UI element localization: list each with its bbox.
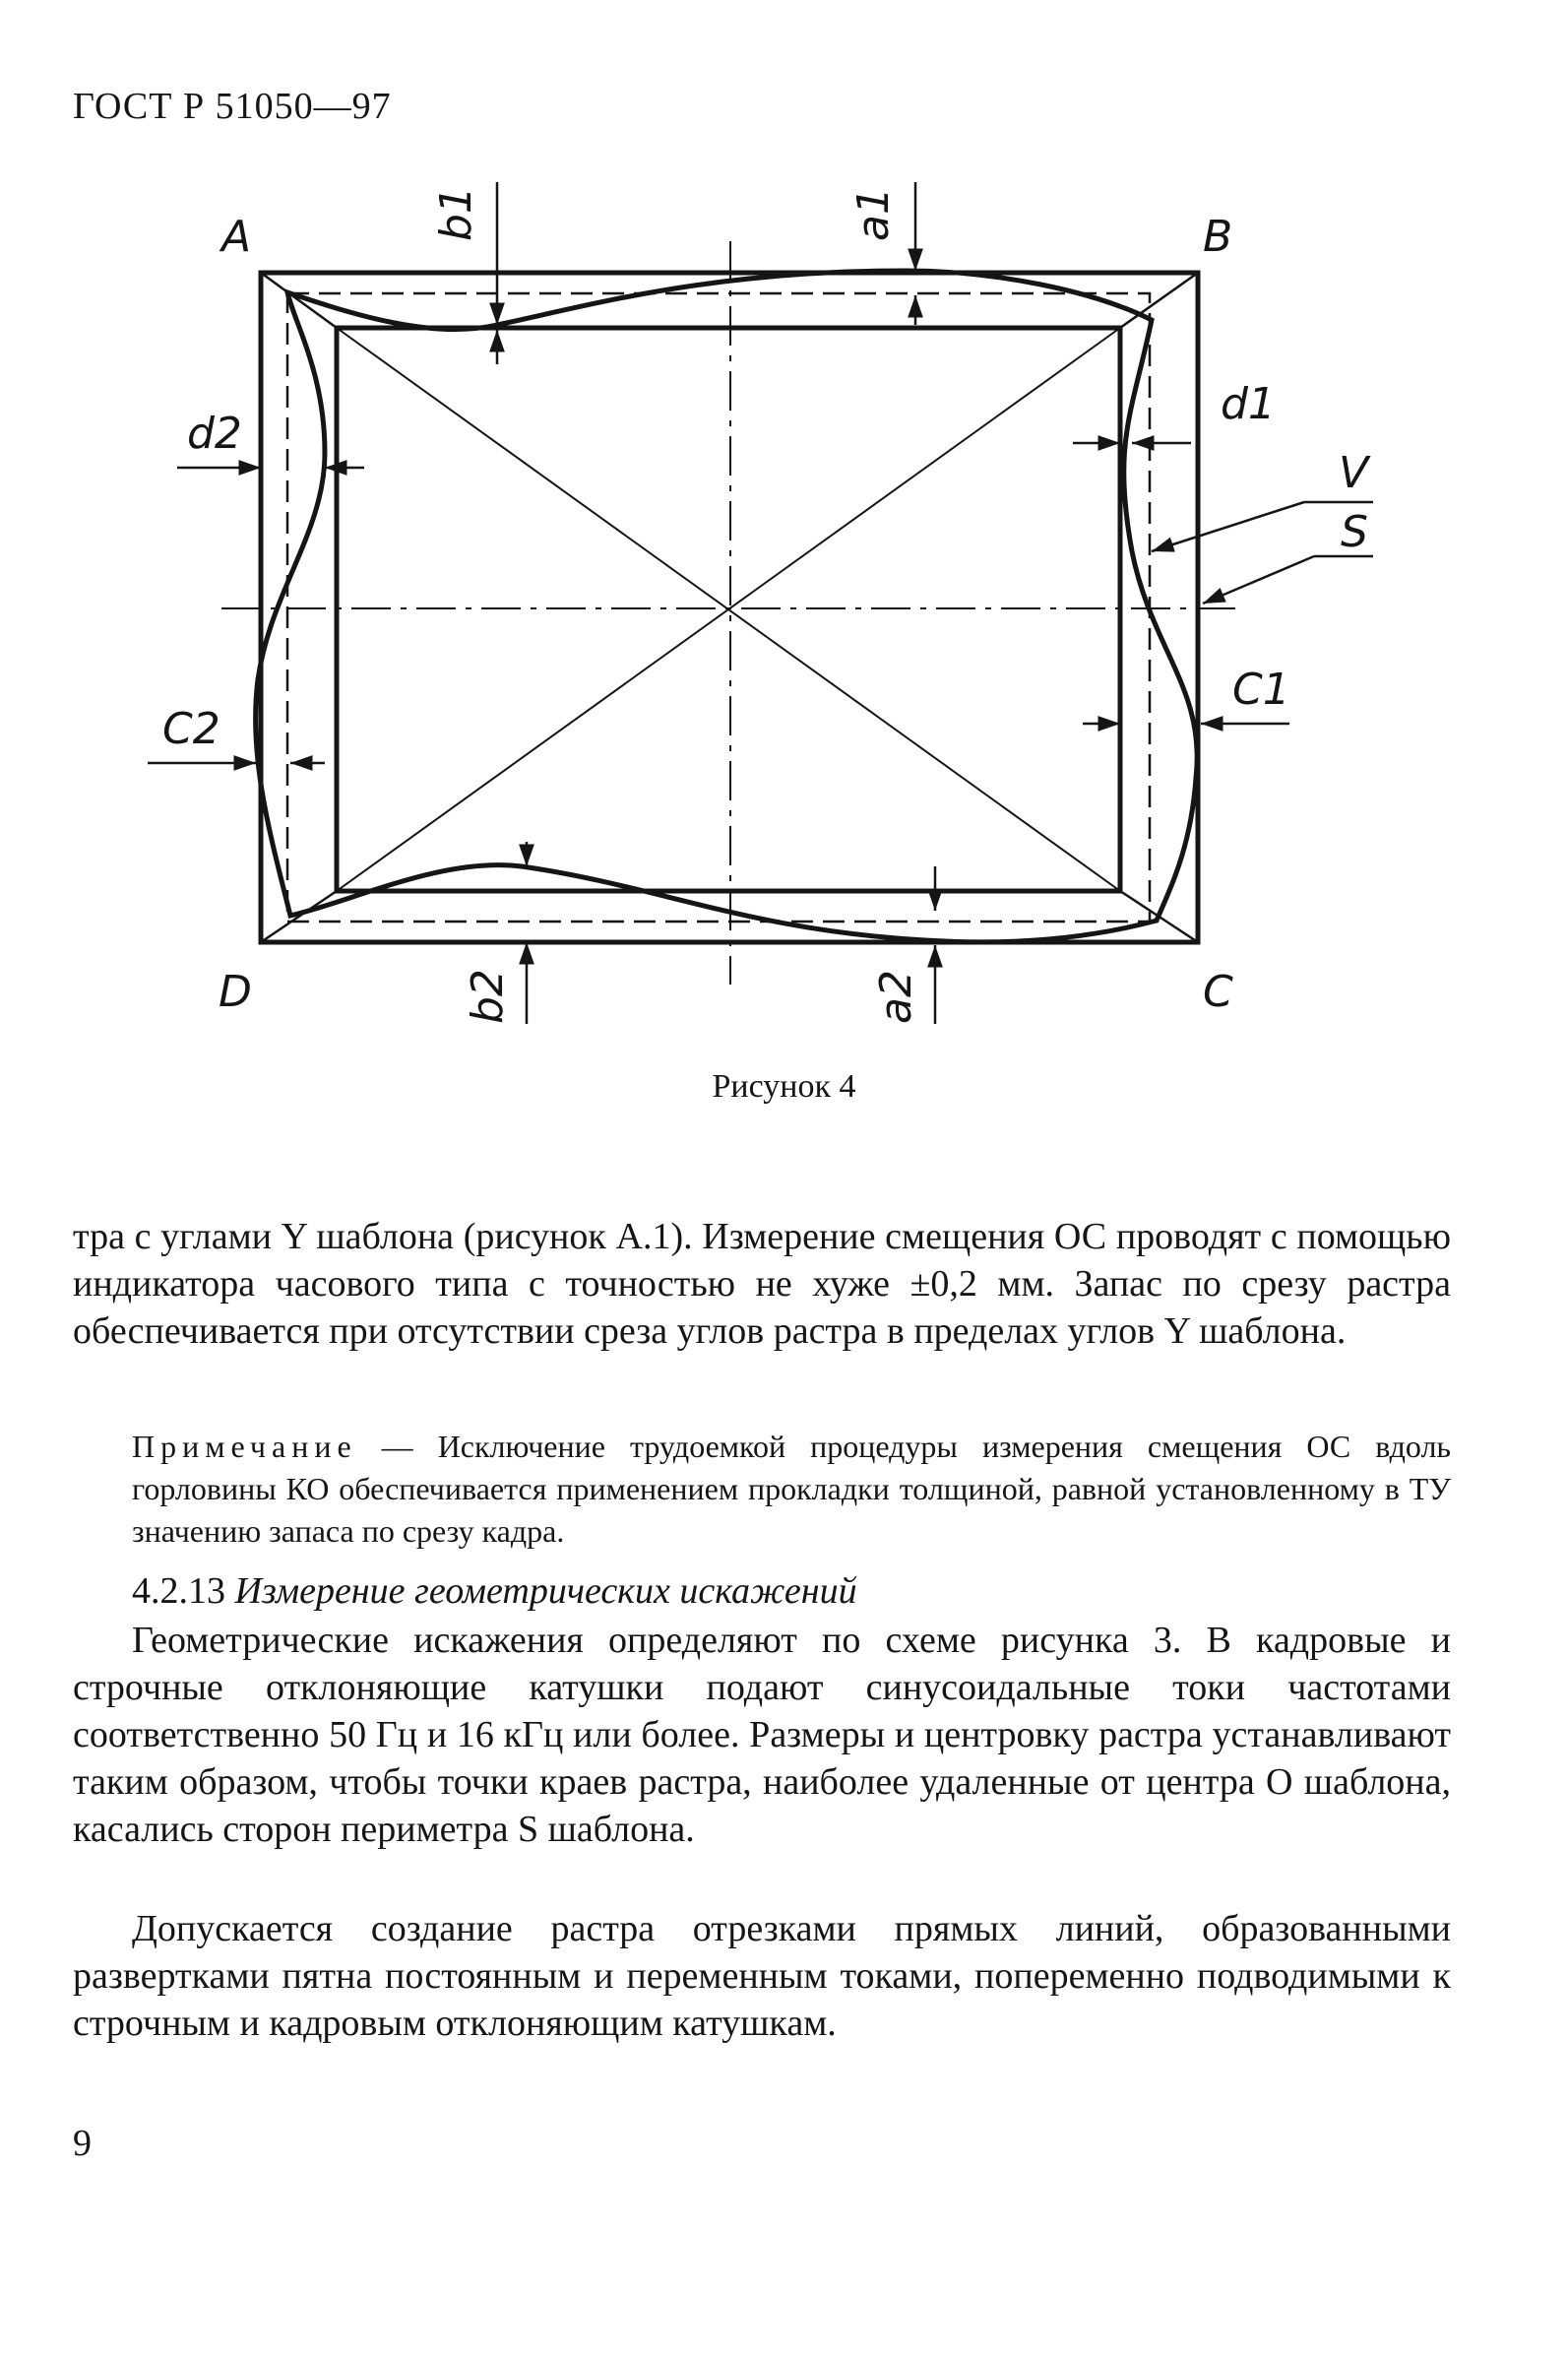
- corner-label-c: C: [1203, 967, 1233, 1017]
- dim-label-c2: C2: [162, 704, 220, 754]
- dim-label-d1: d1: [1221, 379, 1276, 429]
- corner-label-a: A: [221, 212, 252, 262]
- corner-label-b: B: [1203, 212, 1233, 262]
- note-paragraph: [132, 1426, 1451, 1553]
- section-heading: [132, 1569, 857, 1613]
- body-paragraph-2: [73, 1617, 1451, 1853]
- body-paragraph-3-text: Допускается создание растра отрезками прямых линий, образованными развертками пятна постоянным и переменным токами, попеременно подводимыми к строчным и кадровым отклоняющим катушкам.: [73, 1908, 1451, 2044]
- dim-label-d2: d2: [187, 409, 242, 459]
- note-lead: Примечание: [132, 1429, 357, 1464]
- center-axes: [221, 241, 1235, 985]
- dim-label-a1: a1: [848, 187, 899, 241]
- dim-label-a2: a2: [871, 970, 921, 1024]
- body-paragraph-1: тра с углами Y шаблона (рисунок А.1). Измерение смещения ОС проводят с помощью индикатора часового типа с точностью не хуже ±0,2 мм. Запас по срезу растра обеспечивается при отсутствии среза углов растра в пределах углов Y шаблона.: [73, 1216, 1451, 1352]
- page-number: 9: [73, 2123, 92, 2164]
- document-header: ГОСТ Р 51050—97: [73, 86, 392, 127]
- section-number: 4.2.13: [132, 1570, 225, 1612]
- leader-label-s: S: [1341, 507, 1368, 557]
- dim-label-b2: b2: [463, 969, 513, 1024]
- dim-label-c1: C1: [1232, 665, 1290, 715]
- dim-label-b1: b1: [431, 186, 481, 241]
- leader-label-v: V: [1339, 448, 1369, 498]
- body-paragraph-2-text: Геометрические искажения определяют по схеме рисунка 3. В кадровые и строчные отклоняющие катушки подают синусоидальные токи частотами соответственно 50 Гц и 16 кГц или более. Размеры и центровку растра устанавливают таким образом, чтобы точки краев растра, наиболее удаленные от центра О шаблона, касались сторон периметра S шаблона.: [73, 1620, 1451, 1850]
- corner-label-d: D: [219, 967, 252, 1017]
- figure-caption: Рисунок 4: [712, 1068, 856, 1105]
- note-text: — Исключение трудоемкой процедуры измерения смещения ОС вдоль горловины КО обеспечивается применением прокладки толщиной, равной установленному в ТУ значению запаса по срезу кадра.: [132, 1429, 1451, 1549]
- distortion-diagram: [0, 0, 1568, 1063]
- body-paragraph-3: [73, 1905, 1451, 2047]
- section-title: Измерение геометрических искажений: [234, 1570, 857, 1612]
